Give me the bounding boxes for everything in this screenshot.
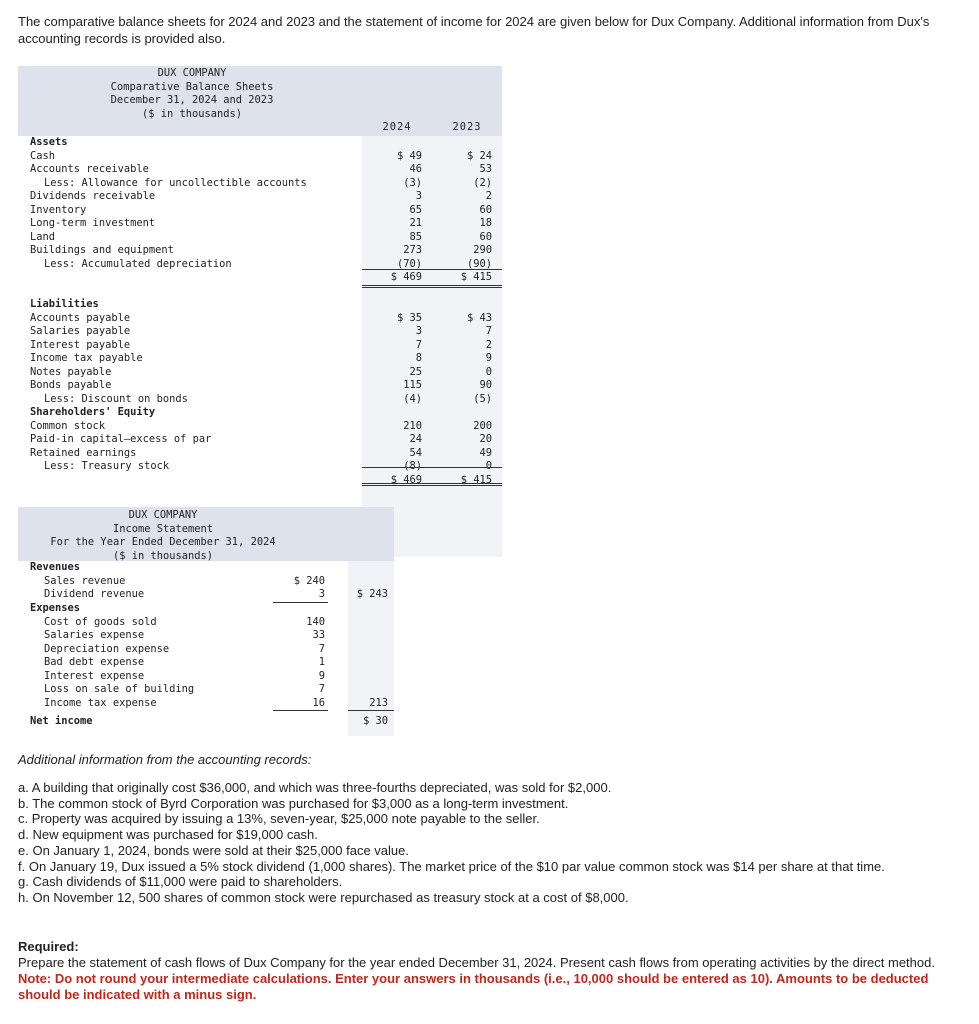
bs-row: [18, 379, 502, 393]
bs-row: [18, 339, 502, 353]
is-value-total: $ 243: [356, 588, 388, 600]
is-row-label: Sales revenue: [44, 574, 126, 587]
bs-value-2024: 24: [409, 433, 422, 445]
bs-value-2024: 273: [403, 244, 422, 256]
bs-value-2024: (3): [403, 176, 422, 189]
additional-info-item: f. On January 19, Dux issued a 5% stock dividend (1,000 shares). The market price of the $10 par value common stock was $14 per share at that time.: [18, 858, 885, 874]
is-value-total: 213: [369, 696, 388, 709]
income-statement: [18, 507, 394, 727]
additional-info-item: e. On January 1, 2024, bonds were sold at their $25,000 face value.: [18, 842, 409, 858]
bs-value-2023: 9: [485, 352, 492, 364]
bs-row-label: Less: Accumulated depreciation: [44, 257, 232, 270]
bs-row-label: Retained earnings: [30, 446, 137, 459]
balance-sheet-header: [18, 66, 502, 136]
bs-value-2024: $ 49: [396, 149, 422, 162]
bs-value-2023: 290: [473, 244, 492, 256]
is-value-detail: 9: [318, 669, 325, 682]
is-row: [18, 629, 394, 643]
bs-value-2023: 60: [479, 203, 492, 216]
is-value-detail: 33: [312, 629, 325, 641]
bs-value-2024: 210: [403, 419, 422, 432]
income-statement-header: [18, 507, 394, 561]
bs-value-2023: (90): [466, 257, 492, 270]
is-row: [18, 656, 394, 670]
bs-total-rule: [432, 483, 502, 486]
additional-info-item: b. The common stock of Byrd Corporation was purchased for $3,000 as a long-term investment.: [18, 795, 569, 811]
is-value-detail: 7: [318, 683, 325, 695]
bs-value-2023: $ 415: [460, 271, 492, 283]
is-row-label: Income tax expense: [44, 696, 157, 709]
is-row-label: Cost of goods sold: [44, 615, 157, 628]
bs-value-2024: (4): [403, 392, 422, 405]
bs-value-2023: 7: [485, 325, 492, 337]
bs-subtotal-rule: [432, 269, 502, 270]
balance-sheet-title: [18, 66, 366, 121]
bs-value-2023: 200: [473, 419, 492, 432]
is-value-detail: 16: [312, 696, 325, 709]
bs-subtotal-rule: [432, 467, 502, 468]
is-subtotal-rule: [273, 602, 328, 603]
is-title-company: DUX COMPANY: [128, 509, 198, 521]
bs-row: [18, 150, 502, 164]
bs-row: [18, 271, 502, 285]
bs-row-label: Notes payable: [30, 365, 112, 378]
bs-value-2023: 2: [485, 190, 492, 202]
required-text: Prepare the statement of cash flows of Dux Company for the year ended December 31, 2024. Present cash flows from operating activities by the direct method.: [18, 955, 935, 970]
bs-row-label: Common stock: [30, 419, 106, 432]
bs-row-label: Land: [30, 230, 56, 243]
required-title: Required:: [18, 939, 79, 954]
is-row-label: Bad debt expense: [44, 656, 145, 668]
bs-row: [18, 312, 502, 326]
bs-row-label: Inventory: [30, 203, 87, 216]
is-row: [18, 670, 394, 684]
is-value-detail: 7: [318, 642, 325, 655]
is-row: [18, 643, 394, 657]
bs-total-rule: [362, 285, 432, 288]
bs-year-2024: 2024: [382, 121, 412, 133]
bs-row-label: Shareholders' Equity: [30, 406, 156, 418]
is-value-detail: 1: [318, 656, 325, 668]
bs-row: [18, 352, 502, 366]
is-subtotal-rule: [273, 710, 328, 711]
is-row-label: Net income: [30, 715, 93, 727]
bs-value-2023: 90: [479, 379, 492, 391]
bs-value-2024: $ 469: [390, 271, 422, 283]
bs-row: [18, 217, 502, 231]
bs-row-label: Liabilities: [30, 298, 99, 310]
bs-value-2024: $ 469: [390, 473, 422, 486]
bs-value-2023: 2: [485, 338, 492, 351]
bs-total-rule: [432, 285, 502, 288]
bs-row-label: Accounts receivable: [30, 163, 149, 175]
bs-row: [18, 366, 502, 380]
bs-row: [18, 136, 502, 150]
additional-info-item: g. Cash dividends of $11,000 were paid to shareholders.: [18, 874, 343, 890]
is-row-label: Interest expense: [44, 669, 145, 682]
bs-value-2024: 3: [415, 190, 422, 202]
bs-value-2024: 25: [409, 365, 422, 378]
bs-value-2023: 49: [479, 446, 492, 459]
bs-title-date: December 31, 2024 and 2023: [110, 94, 274, 106]
additional-info-item: a. A building that originally cost $36,000, and which was three-fourths depreciated, was sold for $2,000.: [18, 780, 612, 795]
bs-row-label: Income tax payable: [30, 352, 143, 364]
bs-value-2023: 20: [479, 433, 492, 445]
additional-info-item: d. New equipment was purchased for $19,000 cash.: [18, 827, 318, 843]
required-section: [18, 939, 958, 1003]
additional-info-item: h. On November 12, 500 shares of common stock were repurchased as treasury stock at a cost of $8,000.: [18, 889, 629, 905]
bs-value-2024: (8): [403, 460, 422, 472]
bs-row: [18, 420, 502, 434]
bs-row: [18, 163, 502, 177]
bs-row: [18, 447, 502, 461]
is-title-units: ($ in thousands): [112, 549, 214, 562]
bs-row: [18, 433, 502, 447]
additional-info-list: [18, 780, 958, 906]
bs-row: [18, 406, 502, 420]
is-row-label: Salaries expense: [44, 629, 145, 641]
bs-row-label: Paid-in capital—excess of par: [30, 433, 212, 445]
is-row-label: Revenues: [30, 561, 81, 573]
is-value-detail: 3: [318, 588, 325, 600]
bs-value-2023: 53: [479, 163, 492, 175]
bs-value-2024: 85: [409, 230, 422, 243]
is-row: [18, 602, 394, 616]
bs-row-label: Bonds payable: [30, 379, 112, 391]
bs-row: [18, 231, 502, 245]
bs-row: [18, 190, 502, 204]
is-subtotal-rule: [348, 710, 394, 711]
bs-value-2023: $ 24: [466, 149, 492, 162]
is-row-label: Expenses: [30, 602, 81, 614]
bs-row-label: Cash: [30, 149, 56, 162]
bs-row-label: Less: Allowance for uncollectible accounts: [44, 176, 307, 189]
bs-row-label: Assets: [30, 136, 68, 148]
is-value-total: $ 30: [362, 715, 388, 727]
bs-value-2023: (2): [473, 176, 492, 189]
bs-subtotal-rule: [362, 467, 432, 468]
bs-row: [18, 325, 502, 339]
bs-value-2023: $ 415: [460, 473, 492, 486]
is-value-detail: $ 240: [293, 574, 325, 587]
is-row-label: Dividend revenue: [44, 588, 145, 600]
bs-value-2023: (5): [473, 392, 492, 405]
bs-value-2023: 0: [485, 365, 492, 378]
bs-row-label: Accounts payable: [30, 311, 131, 324]
bs-value-2024: 115: [403, 379, 422, 391]
bs-value-2023: $ 43: [466, 311, 492, 324]
bs-row-label: Salaries payable: [30, 325, 131, 337]
is-row-label: Depreciation expense: [44, 642, 170, 655]
bs-value-2024: 21: [409, 217, 422, 229]
bs-value-2024: (70): [396, 257, 422, 270]
bs-value-2024: 7: [415, 338, 422, 351]
is-row: [18, 575, 394, 589]
bs-title-name: Comparative Balance Sheets: [110, 80, 274, 93]
bs-value-2023: 60: [479, 230, 492, 243]
is-row: [18, 561, 394, 575]
bs-value-2024: 46: [409, 163, 422, 175]
is-row-label: Loss on sale of building: [44, 683, 195, 695]
bs-row-label: Interest payable: [30, 338, 131, 351]
bs-row-label: Less: Treasury stock: [44, 460, 170, 472]
required-note: Note: Do not round your intermediate calculations. Enter your answers in thousands (i.e., 10,000 should be entered as 10). Amounts to be deducted should be indicated with a minus sign.: [18, 971, 929, 1002]
bs-year-2023: 2023: [452, 121, 482, 133]
additional-info-item: c. Property was acquired by issuing a 13%, seven-year, $25,000 note payable to the seller.: [18, 811, 540, 827]
bs-value-2024: 3: [415, 325, 422, 337]
is-row: [18, 715, 394, 729]
bs-title-units: ($ in thousands): [141, 107, 243, 120]
bs-value-2024: 65: [409, 203, 422, 216]
bs-row-label: Dividends receivable: [30, 190, 156, 202]
bs-row-label: Less: Discount on bonds: [44, 392, 188, 405]
bs-value-2024: 8: [415, 352, 422, 364]
additional-info-title: Additional information from the accounting records:: [18, 752, 312, 767]
bs-title-company: DUX COMPANY: [157, 67, 227, 79]
bs-value-2024: $ 35: [396, 311, 422, 324]
additional-info: [18, 751, 958, 906]
bs-row: [18, 204, 502, 218]
is-value-detail: 140: [306, 615, 325, 628]
is-row: [18, 697, 394, 711]
bs-row: [18, 393, 502, 407]
is-row: [18, 683, 394, 697]
bs-row-label: Buildings and equipment: [30, 244, 174, 256]
bs-subtotal-rule: [362, 269, 432, 270]
bs-row: [18, 244, 502, 258]
bs-total-rule: [362, 483, 432, 486]
is-row: [18, 588, 394, 602]
intro-text: The comparative balance sheets for 2024 and 2023 and the statement of income for 2024 are given below for Dux Company. Additional information from Dux's accounting records is provided also.: [18, 14, 930, 46]
bs-value-2024: 54: [409, 446, 422, 459]
bs-row: [18, 298, 502, 312]
balance-sheet: [18, 66, 502, 486]
bs-value-2023: 0: [485, 460, 492, 472]
bs-row-label: Long-term investment: [30, 217, 156, 229]
is-row: [18, 616, 394, 630]
is-title-name: Income Statement: [112, 522, 214, 535]
bs-value-2023: 18: [479, 217, 492, 229]
bs-row: [18, 177, 502, 191]
is-title-period: For the Year Ended December 31, 2024: [50, 536, 276, 548]
